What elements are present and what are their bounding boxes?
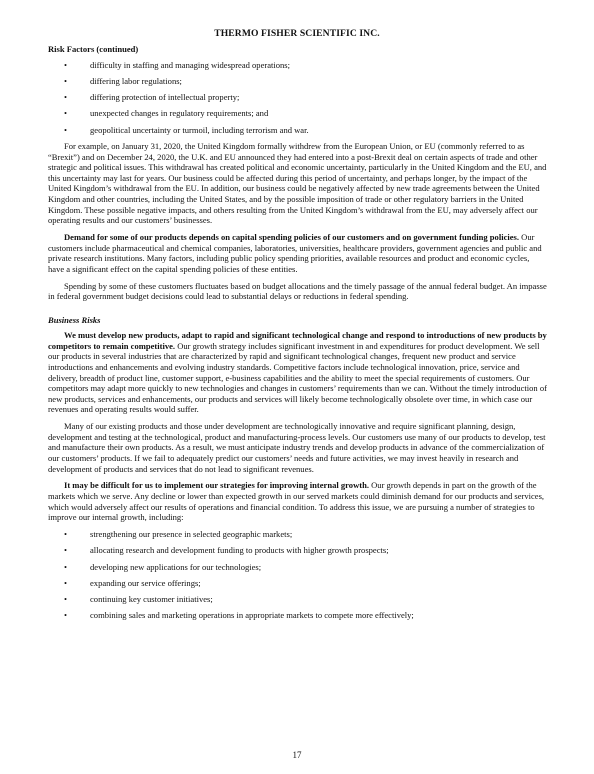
spending-paragraph: Spending by some of these customers fluctuates based on budget allocations and the timely passage of the annual federal budget. An impasse in federal government budget decisions could lead to substantial delays or reductions in federal spending. [48,280,547,302]
bullet-icon: • [64,545,67,556]
list-item: • expanding our service offerings; [64,577,201,588]
page-number: 17 [292,750,302,760]
new-products-paragraph: We must develop new products, adapt to rapid and significant technological change and respond to introductions of new products by competitors to remain competitive. Our growth strategy includes significant investment in and expenditures for product development. We sell our products in several industries that are characterized by rapid and significant technological changes, frequent new product and service introductions and enhancements and evolving industry standards. Competitive factors include technological innovation, price, service and delivery, breadth of product line, customer support, e-business capabilities and the ability to meet the special requirements of customers. Our competitors may adapt more quickly to new technologies and changes in customers’ requirements than we can. Without the timely introduction of new products, services and enhancements, our products and services will likely become technologically obsolete over time, in which case our revenues and operating results would suffer. [48,330,547,415]
list-item: • allocating research and development funding to products with higher growth prospects; [64,545,389,556]
list-item: • difficulty in staffing and managing widespread operations; [64,59,291,70]
bullet-icon: • [64,594,67,605]
bullet-icon: • [64,577,67,588]
growth-heading: It may be difficult for us to implement our strategies for improving internal growth. [64,480,369,491]
bullet-icon: • [64,92,67,103]
company-header: THERMO FISHER SCIENTIFIC INC. [214,28,380,39]
new-products-heading: We must develop new products, adapt to rapid and significant technological change and respond to introductions of new products by competitors to remain competitive. [48,330,547,351]
list-item: • differing protection of intellectual property; [64,92,240,103]
bullet-list-top [48,60,547,136]
page-content [48,44,547,627]
list-item: • differing labor regulations; [64,75,182,86]
bullet-icon: • [64,75,67,86]
list-item: • unexpected changes in regulatory requirements; and [64,108,269,119]
brexit-paragraph: For example, on January 31, 2020, the United Kingdom formally withdrew from the European Union, or EU (commonly referred to as “Brexit”) and on December 24, 2020, the U.K. and EU announced they had entered into a post-Brexit deal on certain aspects of trade and other strategic and political issues. This withdrawal has created political and economic uncertainty, particularly in the United Kingdom and the EU, and this uncertainty may last for years. Our business could be affected during this period of uncertainty, and perhaps longer, by the impact of the United Kingdom’s withdrawal from the EU. In addition, our business could be negatively affected by new trade agreements between the United Kingdom and other countries, including the United States, and by the possible imposition of trade or other regulatory barriers in the United Kingdom. These possible negative impacts, and others resulting from the United Kingdom’s withdrawal from the EU, may adversely affect our operating results and our customers’ businesses. [48,141,547,226]
risk-factors-heading: Risk Factors (continued) [48,44,139,54]
list-item: • combining sales and marketing operations in appropriate markets to compete more effectively; [64,610,414,621]
bullet-icon: • [64,528,67,539]
list-item: • continuing key customer initiatives; [64,594,213,605]
bullet-icon: • [64,108,67,119]
demand-heading: Demand for some of our products depends on capital spending policies of our customers and on government funding policies. [64,231,520,242]
list-item: • geopolitical uncertainty or turmoil, including terrorism and war. [64,124,309,135]
bullet-list-bottom [48,529,547,621]
bullet-icon: • [64,59,67,70]
list-item: • developing new applications for our technologies; [64,561,262,572]
demand-paragraph: Demand for some of our products depends on capital spending policies of our customers and on government funding policies. Our customers include pharmaceutical and chemical companies, laboratories, universities, healthcare providers, government agencies and public and private research institutions. Many factors, including public policy spending priorities, available resources and product and economic cycles, have a significant effect on the capital spending policies of these entities. [48,231,542,274]
existing-products-paragraph: Many of our existing products and those under development are technologically innovative and require significant planning, design, development and testing at the technological, product and manufacturing-process levels. Our customers use many of our products to develop, test and manufacture their own products. As a result, we must anticipate industry trends and develop products in advance of the commercialization of our customers’ products. If we fail to adequately predict our customers’ needs and future activities, we may invest heavily in research and development of products and services that do not lead to significant revenues. [48,421,546,474]
list-item: • strengthening our presence in selected geographic markets; [64,528,293,539]
growth-paragraph: It may be difficult for us to implement our strategies for improving internal growth. Our growth depends in part on the growth of the markets which we serve. Any decline or lower than expected growth in our served markets could diminish demand for our products and services, which would adversely affect our results of operations and financial condition. To address this issue, we are pursuing a number of strategies to improve our internal growth, including: [48,480,545,523]
business-risks-heading: Business Risks [48,314,101,325]
bullet-icon: • [64,610,67,621]
bullet-icon: • [64,561,67,572]
bullet-icon: • [64,124,67,135]
